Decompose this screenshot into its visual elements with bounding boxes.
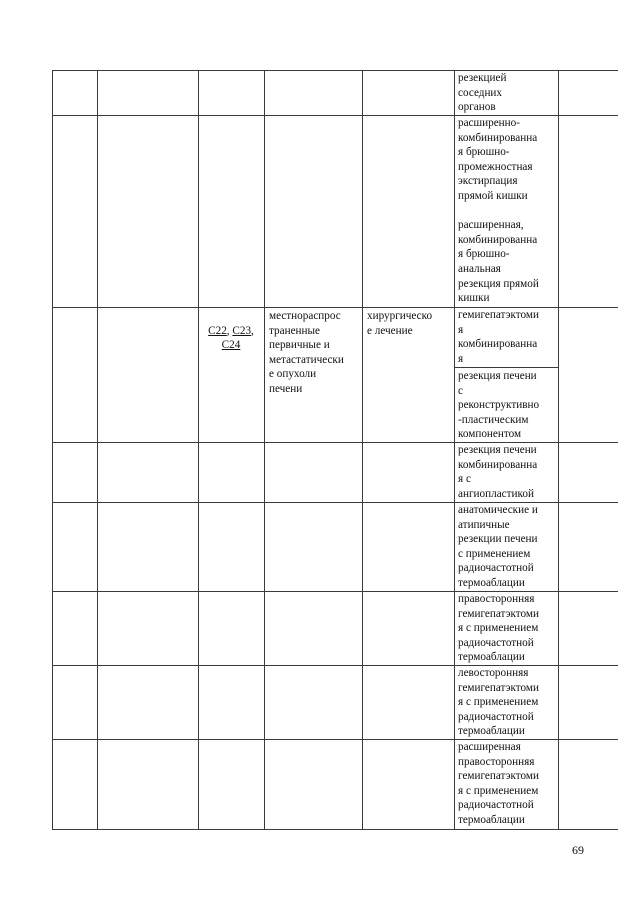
code-separator: ,	[251, 324, 254, 337]
table-bottom-border	[52, 829, 618, 830]
treatment-method-cell: правосторонняя гемигепатэктоми я с применением радиочастотной термоаблации	[458, 593, 539, 664]
column-divider	[198, 70, 199, 830]
column-divider	[52, 70, 53, 830]
treatment-type-cell: хирургическо е лечение	[367, 310, 433, 337]
treatment-method-cell: резекция печени комбинированна я с ангиопластикой	[458, 444, 538, 500]
icd-code-link[interactable]: C23	[232, 324, 252, 337]
treatment-method-cell: анатомические и атипичные резекции печени с применением радиочастотной термоаблации	[458, 504, 538, 589]
icd-code-link[interactable]: C24	[221, 339, 241, 352]
column-divider	[362, 70, 363, 830]
treatment-method-cell: левосторонняя гемигепатэктоми я с применением радиочастотной термоаблации	[458, 667, 539, 738]
diagnosis-cell: местнораспрос траненные первичные и метастатически е опухоли печени	[269, 310, 344, 395]
icd-codes-cell	[200, 309, 262, 353]
page-number: 69	[572, 843, 584, 857]
column-divider	[454, 70, 455, 830]
treatment-method-cell: расширенно- комбинированна я брюшно- промежностная экстирпация прямой кишки расширенная, комбинированна я брюшно- анальная резекция прямой кишки	[458, 117, 539, 305]
code-separator: ,	[226, 324, 233, 337]
column-divider	[97, 70, 98, 830]
treatment-method-cell: гемигепатэктоми я комбинированна я	[458, 309, 539, 365]
icd-code-link[interactable]: C22	[208, 324, 227, 337]
column-divider	[558, 70, 559, 830]
column-divider	[264, 70, 265, 830]
treatment-method-cell: резекция печени с реконструктивно -пластическим компонентом	[458, 370, 540, 441]
treatment-method-cell: расширенная правосторонняя гемигепатэктоми я с применением радиочастотной термоаблации	[458, 741, 539, 826]
cell-divider	[454, 367, 558, 368]
treatment-method-cell: резекцией соседних органов	[458, 72, 507, 114]
